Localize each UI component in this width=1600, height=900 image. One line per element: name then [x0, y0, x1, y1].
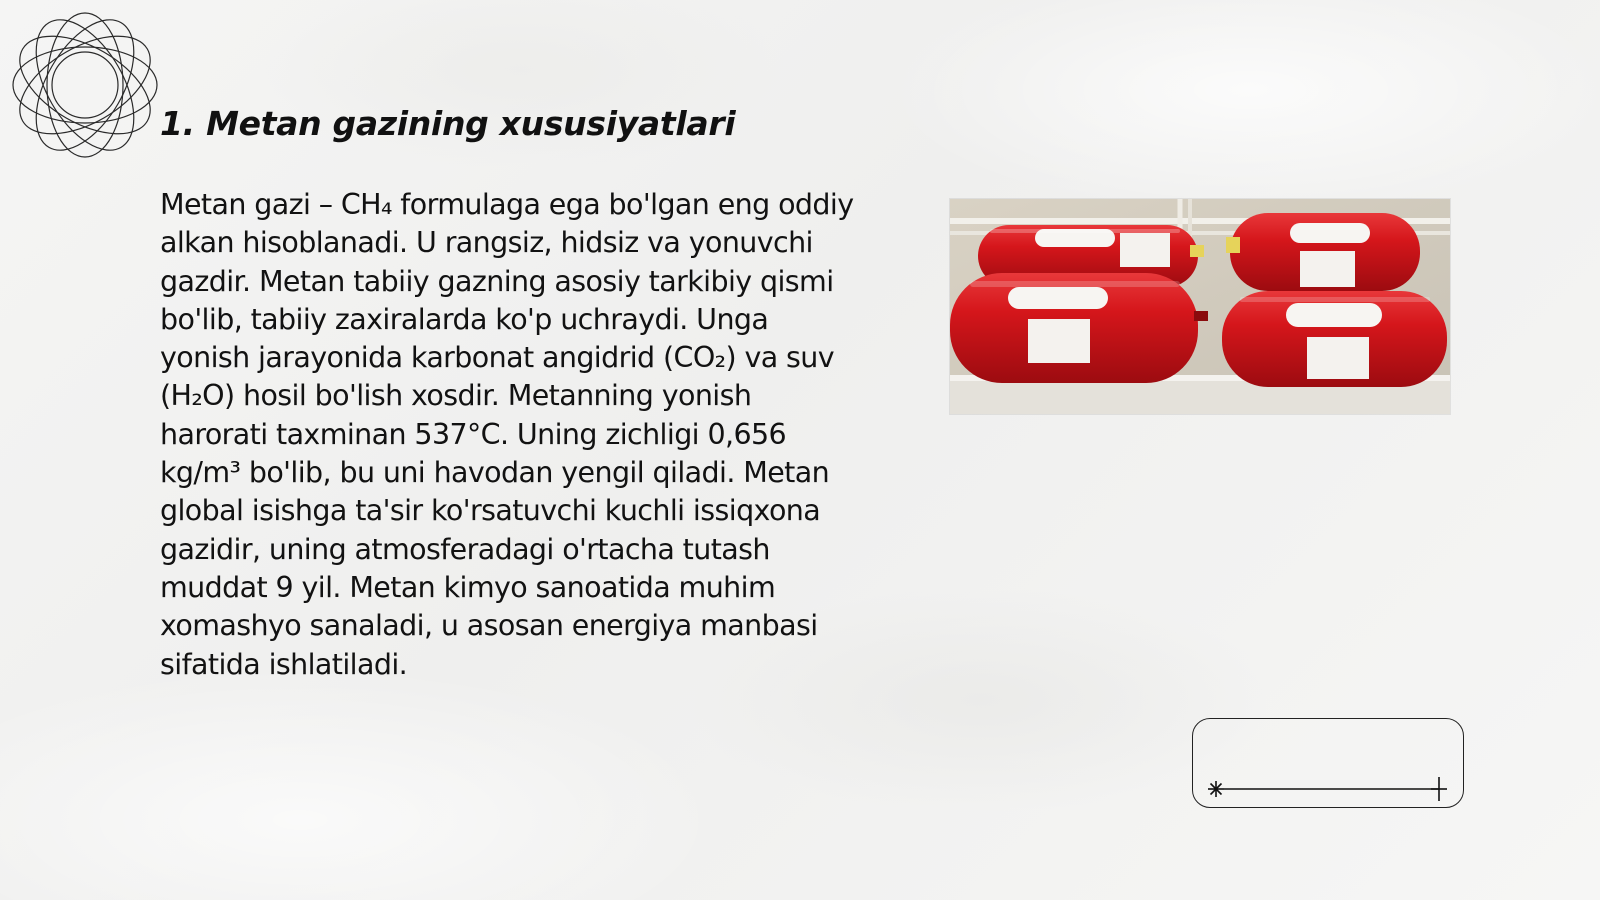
- orbital-rings-icon: [10, 10, 160, 160]
- star-cross-icon: [1431, 777, 1447, 801]
- slide-title: 1. Metan gazining xususiyatlari: [160, 104, 736, 143]
- gas-cylinders-photo: [950, 199, 1450, 414]
- body-paragraph: Metan gazi – CH₄ formulaga ega bo'lgan eng oddiy alkan hisoblanadi. U rangsiz, hidsiz va yonuvchi gazdir. Metan tabiiy gazning asosiy tarkibiy qismi bo'lib, tabiiy zaxiralarda ko'p uchraydi. Unga yonish jarayonida karbonat angidrid (CO₂) va suv (H₂O) hosil bo'lish xosdir. Metanning yonish harorati taxminan 537°C. Uning zichligi 0,656 kg/m³ bo'lib, bu uni havodan yengil qiladi. Metan global isishga ta'sir ko'rsatuvchi kuchli issiqxona gazidir, uning atmosferadagi o'rtacha tutash muddat 9 yil. Metan kimyo sanoatida muhim xomashyo sanaladi, u asosan energiya manbasi sifatida ishlatiladi.: [160, 188, 854, 681]
- timeline-box: [1192, 718, 1464, 808]
- sparkle-icon: [1208, 781, 1224, 797]
